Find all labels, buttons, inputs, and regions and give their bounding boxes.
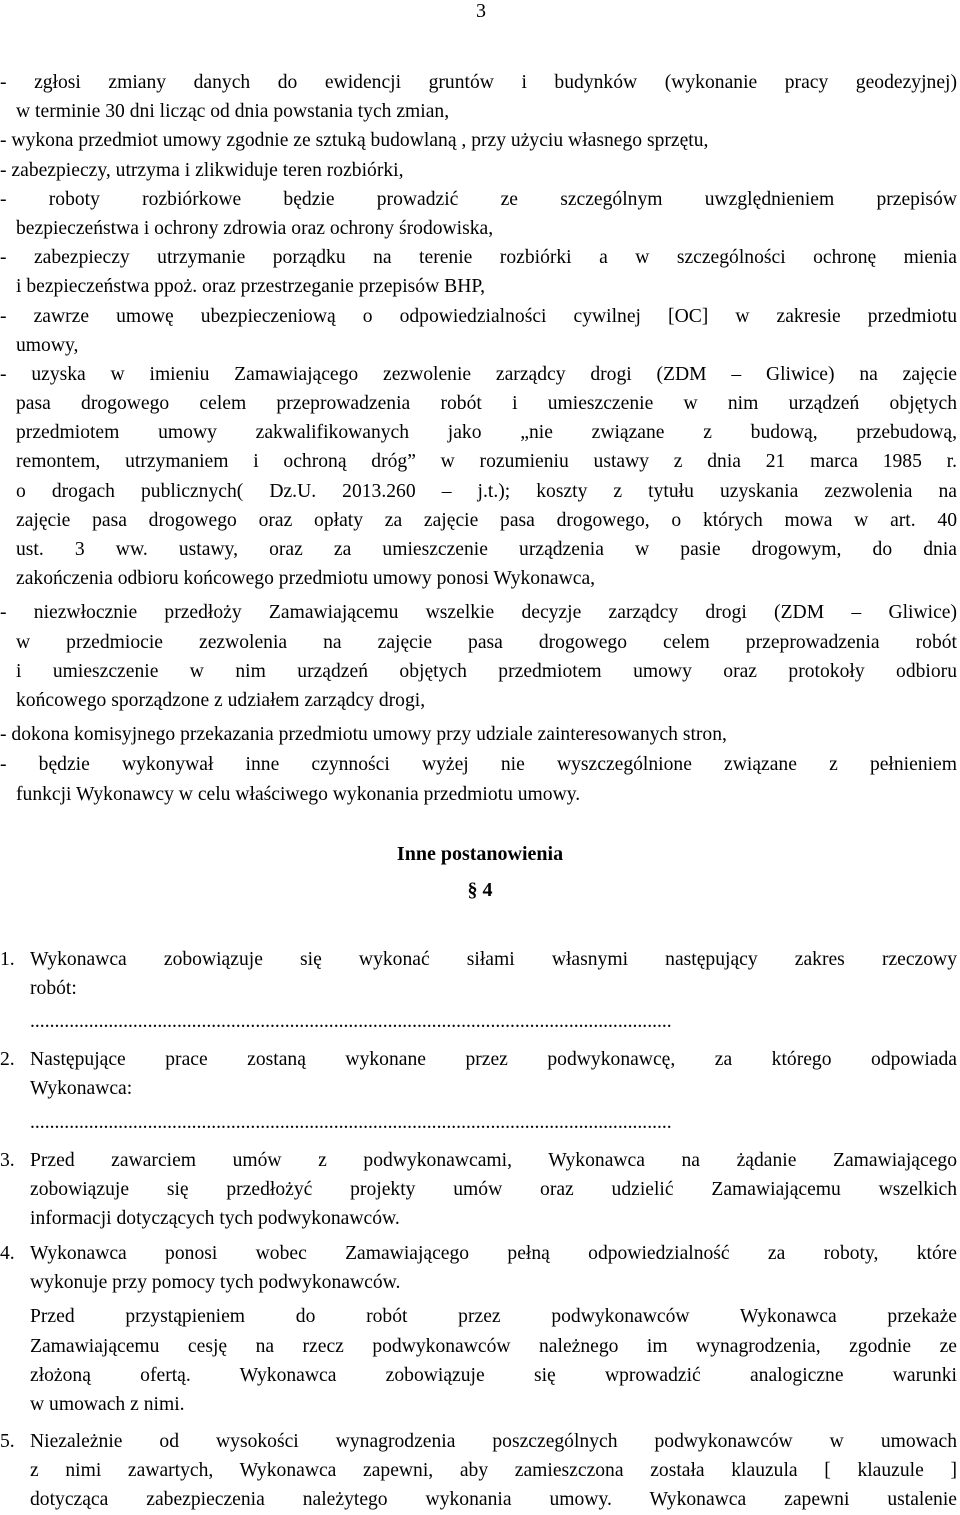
list-line: funkcji Wykonawcy w celu właściwego wykonania przedmiotu umowy.	[16, 783, 581, 805]
list-line: pasa drogowego celem przeprowadzenia robót i umieszczenie w nim urządzeń objętych	[16, 393, 957, 415]
list-item	[0, 945, 957, 1037]
section-title: Inne postanowienia	[396, 843, 564, 865]
fill-in-blank: ...................................................................................................................................	[30, 1011, 672, 1033]
list-item	[0, 1427, 957, 1515]
list-item	[0, 1045, 957, 1138]
list-line: - zabezpieczy, utrzyma i zlikwiduje teren rozbiórki,	[0, 159, 404, 181]
list-line: zajęcie pasa drogowego oraz opłaty za zajęcie pasa drogowego, o których mowa w art. 40	[16, 509, 957, 531]
list-line: - będzie wykonywał inne czynności wyżej nie wyszczególnione związane z pełnieniem	[0, 754, 957, 776]
item-line: Zamawiającemu cesję na rzecz podwykonawców należnego im wynagrodzenia, zgodnie ze	[30, 1335, 957, 1357]
list-line: końcowego sporządzone z udziałem zarządcy drogi,	[16, 689, 426, 711]
fill-in-blank: ...................................................................................................................................	[30, 1112, 672, 1134]
item-line: Przed zawarciem umów z podwykonawcami, Wykonawca na żądanie Zamawiającego	[30, 1150, 957, 1171]
item-number: 5.	[0, 1431, 15, 1452]
list-line: remontem, utrzymaniem i ochroną dróg” w rozumieniu ustawy z dnia 21 marca 1985 r.	[16, 451, 957, 473]
list-line: w terminie 30 dni licząc od dnia powstania tych zmian,	[16, 101, 450, 123]
list-line: bezpieczeństwa i ochrony zdrowia oraz ochrony środowiska,	[16, 217, 494, 239]
list-line: i bezpieczeństwa ppoż. oraz przestrzeganie przepisów BHP,	[16, 276, 485, 298]
item-number: 4.	[0, 1243, 15, 1264]
item-line: Niezależnie od wysokości wynagrodzenia poszczególnych podwykonawców w umowach	[30, 1431, 957, 1452]
item-line: Wykonawca zobowiązuje się wykonać siłami własnymi następujący zakres rzeczowy	[30, 949, 957, 970]
list-line: przedmiotem umowy zakwalifikowanych jako „nie związane z budową, przebudową,	[16, 422, 957, 444]
item-line: Następujące prace zostaną wykonane przez podwykonawcę, za którego odpowiada	[30, 1049, 957, 1070]
list-line: - zgłosi zmiany danych do ewidencji gruntów i budynków (wykonanie pracy geodezyjnej)	[0, 72, 957, 93]
section-number: § 4	[467, 879, 493, 901]
list-line: - zawrze umowę ubezpieczeniową o odpowiedzialności cywilnej [OC] w zakresie przedmiotu	[0, 305, 957, 327]
list-line: i umieszczenie w nim urządzeń objętych przedmiotem umowy oraz protokoły odbioru	[16, 660, 957, 682]
list-item	[0, 1146, 957, 1234]
item-line: zobowiązuje się przedłożyć projekty umów oraz udzielić Zamawiającemu wszelkich	[30, 1179, 957, 1201]
item-line: Przed przystąpieniem do robót przez podwykonawców Wykonawca przekaże	[30, 1306, 957, 1328]
item-number: 3.	[0, 1150, 15, 1171]
list-line: - niezwłocznie przedłoży Zamawiającemu wszelkie decyzje zarządcy drogi (ZDM – Gliwice)	[0, 602, 957, 624]
list-line: w przedmiocie zezwolenia na zajęcie pasa drogowego celem przeprowadzenia robót	[16, 631, 957, 653]
page-number: 3	[476, 0, 486, 22]
list-line: umowy,	[16, 334, 79, 356]
item-line: z nimi zawartych, Wykonawca zapewni, aby zamieszczona została klauzula [ klauzule ]	[30, 1460, 957, 1482]
list-line: o drogach publicznych( Dz.U. 2013.260 – j.t.); koszty z tytułu uzyskania zezwolenia na	[16, 480, 957, 502]
item-line: wykonuje przy pomocy tych podwykonawców.	[30, 1272, 401, 1294]
item-line: dotycząca zabezpieczenia należytego wykonania umowy. Wykonawca zapewni ustalenie	[30, 1489, 957, 1511]
list-item	[0, 1239, 957, 1419]
item-line: złożoną ofertą. Wykonawca zobowiązuje się wprowadzić analogiczne warunki	[30, 1364, 957, 1386]
list-line: zakończenia odbioru końcowego przedmiotu umowy ponosi Wykonawca,	[16, 568, 596, 590]
item-line: robót:	[30, 978, 77, 1000]
obligations-list	[0, 68, 957, 809]
list-line: - zabezpieczy utrzymanie porządku na terenie rozbiórki a w szczególności ochronę mienia	[0, 247, 957, 269]
list-line: - uzyska w imieniu Zamawiającego zezwolenie zarządcy drogi (ZDM – Gliwice) na zajęcie	[0, 363, 957, 385]
item-line: w umowach z nimi.	[30, 1393, 185, 1415]
list-line: - wykona przedmiot umowy zgodnie ze sztuką budowlaną , przy użyciu własnego sprzętu,	[0, 130, 709, 152]
list-line: - roboty rozbiórkowe będzie prowadzić ze szczególnym uwzględnieniem przepisów	[0, 188, 957, 210]
list-line: ust. 3 ww. ustawy, oraz za umieszczenie urządzenia w pasie drogowym, do dnia	[16, 539, 957, 560]
item-number: 1.	[0, 949, 15, 970]
item-number: 2.	[0, 1049, 15, 1070]
item-line: Wykonawca ponosi wobec Zamawiającego pełną odpowiedzialność za roboty, które	[30, 1243, 957, 1264]
item-line: Wykonawca:	[30, 1078, 133, 1100]
list-line: - dokona komisyjnego przekazania przedmiotu umowy przy udziale zainteresowanych stron,	[0, 724, 727, 746]
item-line: informacji dotyczących tych podwykonawców.	[30, 1208, 400, 1230]
